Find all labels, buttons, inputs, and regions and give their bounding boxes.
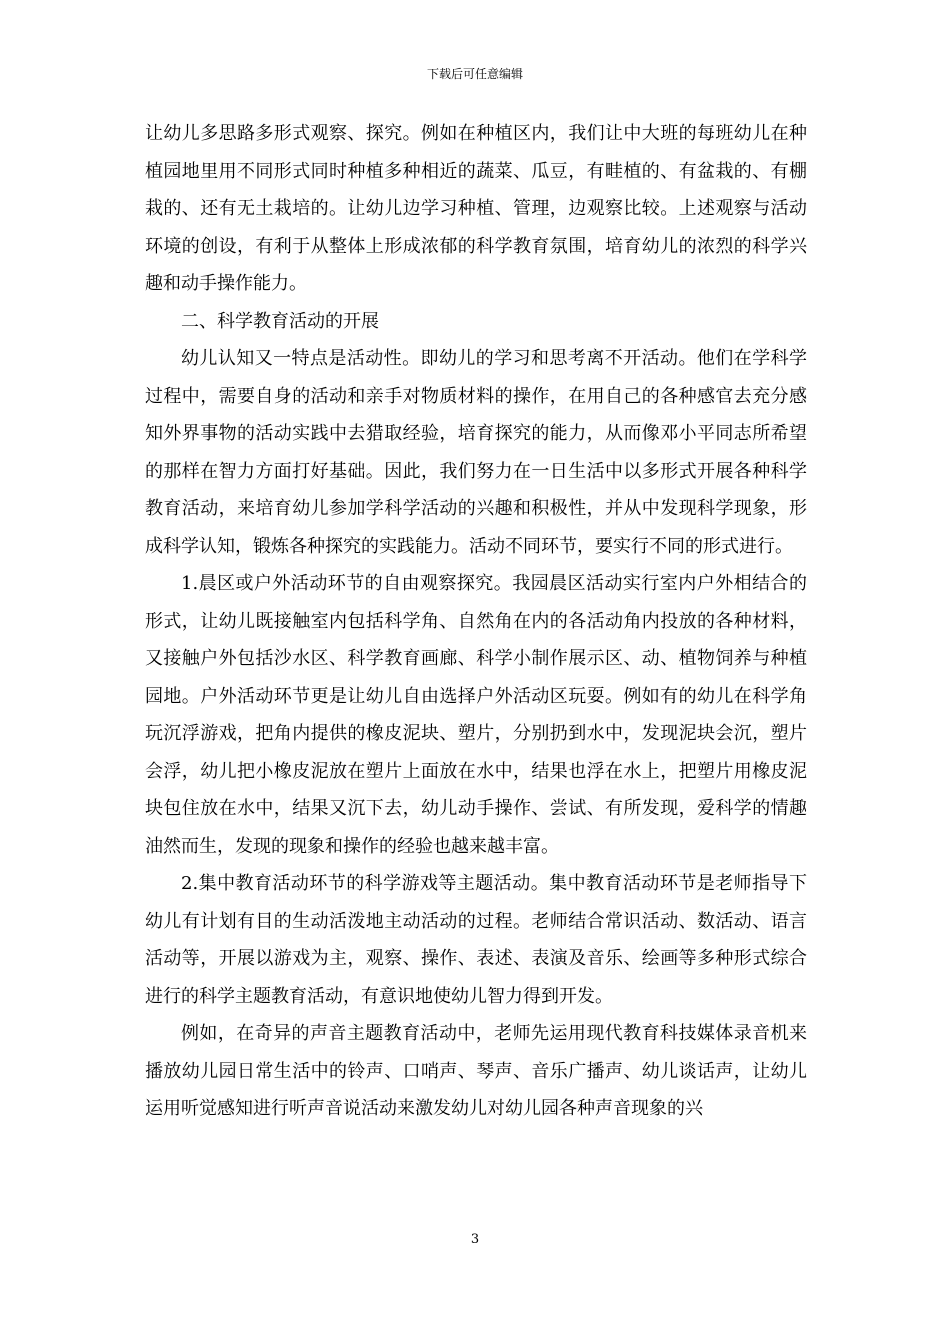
paragraph-1: 让幼儿多思路多形式观察、探究。例如在种植区内，我们让中大班的每班幼儿在种植园地里用不同形式同时种植多种相近的蔬菜、瓜豆，有畦植的、有盆栽的、有棚栽的、还有无土栽培的。让幼儿边学习种植、管理，边观察比较。上述观察与活动环境的创设，有利于从整体上形成浓郁的科学教育氛围，培育幼儿的浓烈的科学兴趣和动手操作能力。 [145,123,807,294]
paragraph-2: 幼儿认知又一特点是活动性。即幼儿的学习和思考离不开活动。他们在学科学过程中，需要自身的活动和亲手对物质材料的操作，在用自己的各种感官去充分感知外界事物的活动实践中去猎取经验，培育探究的能力，从而像邓小平同志所希望的那样在智力方面打好基础。因此，我们努力在一日生活中以多形式开展各种科学教育活动，来培育幼儿参加学科学活动的兴趣和积极性，并从中发现科学现象，形成科学认知，锻炼各种探究的实践能力。活动不同环节，要实行不同的形式进行。 [145,348,807,557]
paragraph-3: 1.晨区或户外活动环节的自由观察探究。我园晨区活动实行室内户外相结合的形式，让幼儿既接触室内包括科学角、自然角在内的各活动角内投放的各种材料，又接触户外包括沙水区、科学教育画廊、科学小制作展示区、动、植物饲养与种植园地。户外活动环节更是让幼儿自由选择户外活动区玩耍。例如有的幼儿在科学角玩沉浮游戏，把角内提供的橡皮泥块、塑片，分别扔到水中，发现泥块会沉，塑片会浮，幼儿把小橡皮泥放在塑片上面放在水中，结果也浮在水上，把塑片用橡皮泥块包住放在水中，结果又沉下去，幼儿动手操作、尝试、有所发现，爱科学的情趣油然而生，发现的现象和操作的经验也越来越丰富。 [145,573,807,857]
body-text [145,115,807,1128]
page-number: 3 [470,1232,480,1247]
paragraph-5: 例如，在奇异的声音主题教育活动中，老师先运用现代教育科技媒体录音机来播放幼儿园日常生活中的铃声、口哨声、琴声、音乐广播声、幼儿谈话声，让幼儿运用听觉感知进行听声音说活动来激发幼儿对幼儿园各种声音现象的兴 [145,1023,807,1119]
header-note: 下载后可任意编辑 [426,67,523,81]
paragraph-4: 2.集中教育活动环节的科学游戏等主题活动。集中教育活动环节是老师指导下幼儿有计划有目的生动活泼地主动活动的过程。老师结合常识活动、数活动、语言活动等，开展以游戏为主，观察、操作、表述、表演及音乐、绘画等多种形式综合进行的科学主题教育活动，有意识地使幼儿智力得到开发。 [145,873,807,1007]
section-heading: 二、科学教育活动的开展 [181,310,379,332]
